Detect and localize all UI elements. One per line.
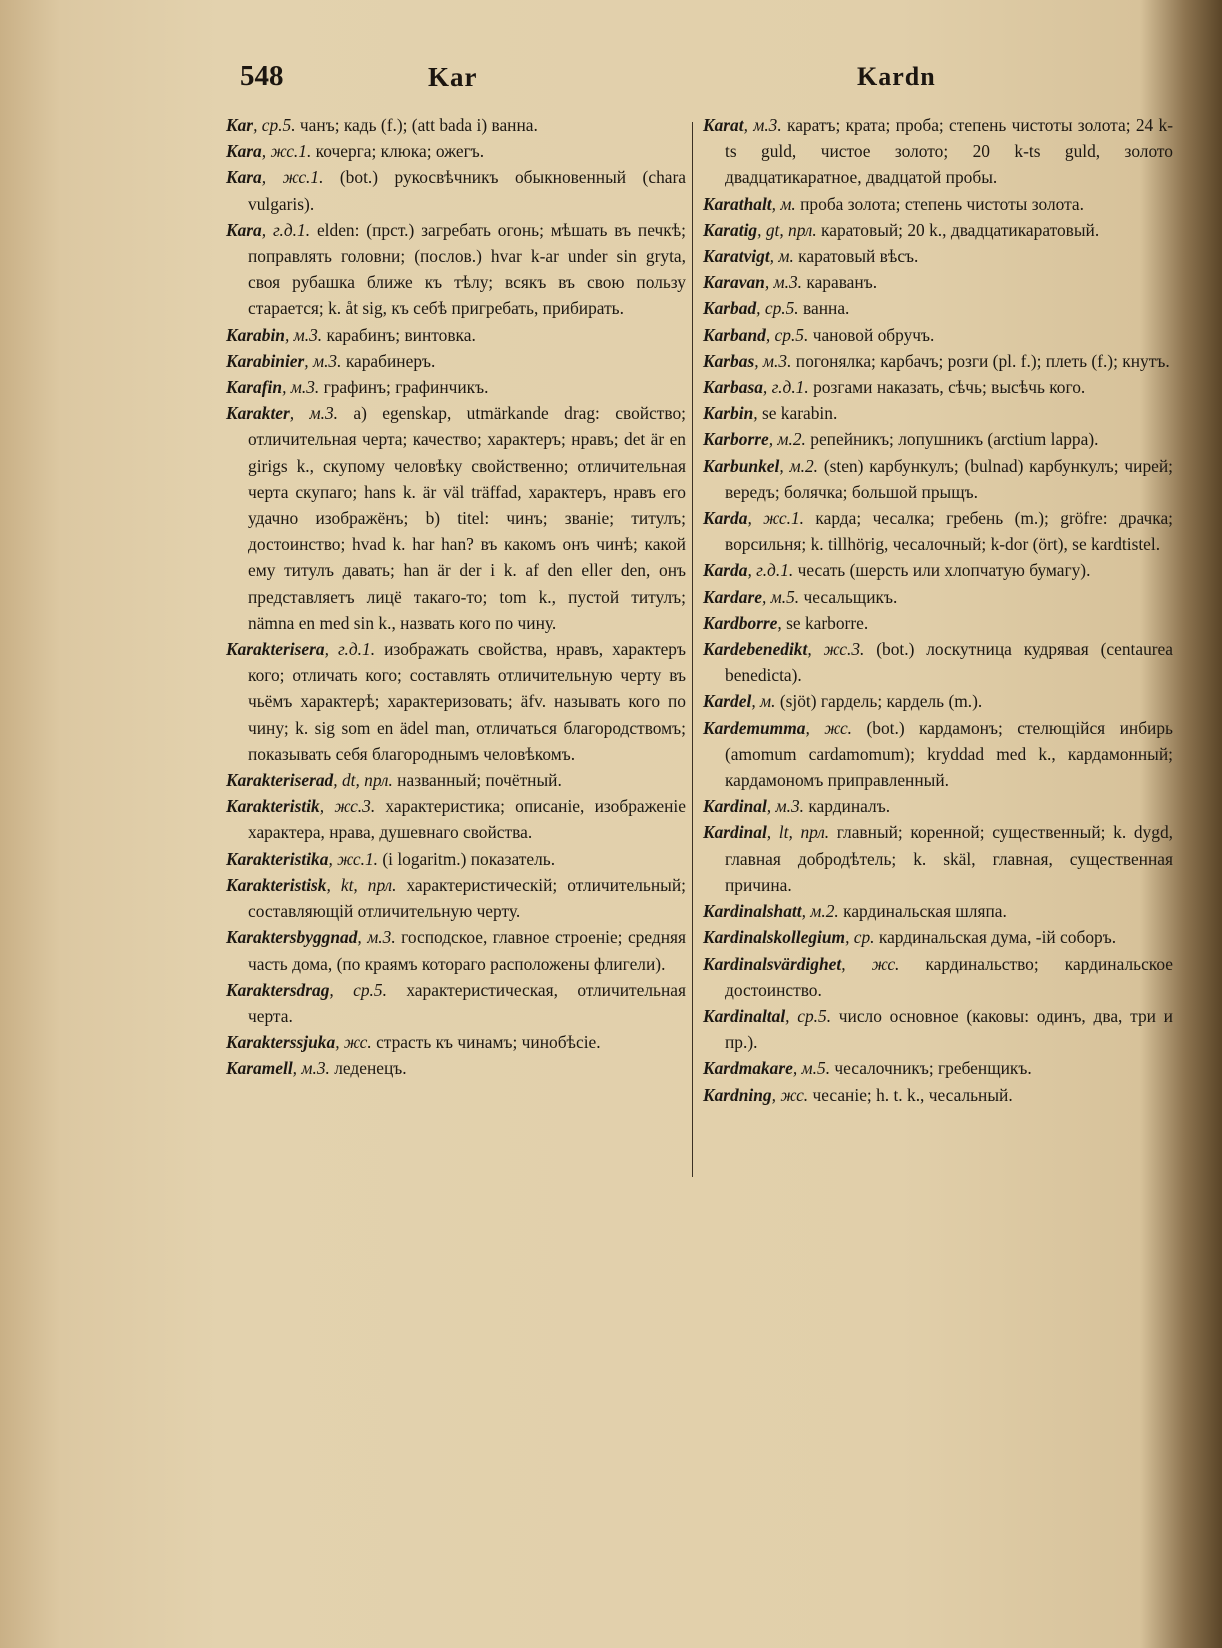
entry-grammar: , жс.3.: [319, 796, 376, 817]
entry-headword: Karaktersbyggnad: [226, 927, 358, 948]
entry-grammar: , г.д.1.: [762, 377, 809, 398]
dictionary-entry: [703, 793, 1173, 819]
entry-definition: a) egenskap, utmärkande drag: свойство; отличительная черта; качество; характеръ; нравъ; det är en girigs k., скупому человѣку свойственно; отличительная черта скупаго; hans k. är väl träffad, характеръ, нравъ его удачно изображёнъ; b) titel: чинъ; званіе; титулъ; достоинство; hvad k. har han? въ какомъ онъ чинѣ; какой ему титулъ давать; han är der i k. af den eller den, онъ представляетъ лицё такаго-то; tom k., пустой титулъ; nämna en med sin k., назвать кого по чину.: [248, 403, 687, 633]
entry-headword: Kardinal: [703, 822, 767, 843]
dictionary-entry: [703, 269, 1173, 295]
dictionary-entry: [703, 636, 1173, 688]
entry-grammar: , ср.5.: [785, 1005, 832, 1026]
entry-headword: Karbin: [703, 403, 754, 424]
dictionary-entry: [226, 400, 687, 636]
entry-headword: Karakteristisk: [226, 874, 327, 895]
entry-headword: Karat: [703, 115, 744, 135]
entry-definition: проба золота; степень чистоты золота.: [795, 193, 1084, 214]
entry-grammar: , жс.1.: [328, 848, 378, 869]
entry-grammar: , м.: [771, 193, 796, 214]
dictionary-entry: [703, 898, 1173, 924]
entry-headword: Karaktersdrag: [226, 979, 330, 1000]
entry-definition: кардинальство; кардинальское достоинство.: [725, 953, 1173, 1000]
entry-headword: Kardinalsvärdighet: [703, 953, 842, 974]
entry-definition: чесать (шерсть или хлопчатую бумагу).: [793, 560, 1091, 581]
entry-definition: карабинеръ.: [341, 350, 436, 371]
entry-headword: Karakteriserad: [226, 770, 334, 791]
entry-definition: характеристика; описаніе, изображеніе характера, нрава, душевнаго свойства.: [248, 796, 686, 843]
entry-definition: кочерга; клюка; ожегъ.: [311, 141, 485, 162]
entry-definition: чанъ; кадь (f.); (att bada i) ванна.: [295, 115, 538, 135]
entry-definition: elden: (прст.) загребать огонь; мѣшать въ печкѣ; поправлять головни; (послов.) hvar k-ar under sin gryta, своя рубашка ближе къ тѣлу; всякъ въ свою пользу старается; k. åt sig, къ себѣ пригребать, прибирать.: [248, 219, 686, 319]
entry-headword: Karakter: [226, 403, 290, 424]
dictionary-entry: [703, 191, 1173, 217]
dictionary-entry: [226, 138, 686, 164]
entry-grammar: , жс.3.: [807, 639, 865, 660]
entry-grammar: , kt, прл.: [326, 874, 397, 895]
entry-grammar: , м.2.: [801, 901, 839, 922]
entry-definition: каратовый; 20 k., двадцатикаратовый.: [816, 219, 1100, 240]
entry-headword: Kardel: [703, 691, 752, 712]
entry-definition: число основное (каковы: одинъ, два, три и пр.).: [725, 1005, 1173, 1053]
entry-grammar: , м.2.: [768, 429, 806, 450]
entry-grammar: , жс.1.: [261, 141, 312, 162]
entry-headword: Karafin: [226, 377, 283, 398]
entry-headword: Karatig: [703, 219, 758, 240]
entry-grammar: , м.3.: [754, 350, 792, 371]
entry-headword: Karakterisera: [226, 639, 325, 660]
entry-definition: (sjöt) гардель; кардель (m.).: [775, 691, 983, 712]
entry-grammar: ,: [753, 403, 758, 424]
entry-grammar: , ср.5.: [329, 979, 387, 1000]
entry-definition: se karabin.: [757, 403, 838, 424]
entry-grammar: , м.3.: [284, 324, 323, 345]
entry-headword: Karda: [703, 508, 748, 529]
dictionary-entry: [703, 610, 1173, 636]
entry-definition: кардинальская шляпа.: [838, 901, 1007, 922]
entry-grammar: , жс.: [335, 1032, 372, 1053]
dictionary-entry: [703, 426, 1173, 452]
entry-grammar: , г.д.1.: [747, 560, 794, 581]
entry-definition: кардинальская дума, -ій соборъ.: [874, 927, 1117, 948]
entry-grammar: , м.3.: [292, 1058, 330, 1079]
entry-definition: главный; коренной; существенный; k. dygd, главная добродѣтель; k. skäl, главная, существенная причина.: [725, 822, 1173, 895]
entry-grammar: , ср.: [845, 927, 875, 948]
entry-headword: Kardare: [703, 586, 762, 607]
page-number: 548: [240, 60, 284, 92]
entry-headword: Karbas: [703, 350, 755, 371]
entry-definition: леденецъ.: [329, 1058, 407, 1079]
entry-definition: каратовый вѣсъ.: [793, 246, 919, 267]
dictionary-entry: [703, 112, 1173, 191]
entry-grammar: , м.3.: [766, 796, 804, 817]
entry-definition: названный; почётный.: [392, 770, 562, 791]
entry-headword: Kara: [226, 167, 262, 188]
entry-definition: (i logaritm.) показатель.: [378, 848, 556, 869]
entry-definition: страсть къ чинамъ; чинобѣсіе.: [371, 1032, 601, 1053]
entry-headword: Kardinalskollegium: [703, 927, 846, 948]
dictionary-entry: [226, 348, 686, 374]
entry-headword: Karabin: [226, 324, 285, 345]
entry-definition: (bot.) лоскутница кудрявая (centaurea benedicta).: [725, 639, 1173, 686]
entry-definition: господское, главное строеніе; средняя часть дома, (по краямъ котораго расположены флигели).: [248, 927, 686, 974]
entry-headword: Karabinier: [226, 350, 305, 371]
entry-headword: Kara: [226, 219, 262, 240]
entry-grammar: ,: [777, 612, 782, 633]
entry-headword: Kardinal: [703, 796, 767, 817]
right-column: [703, 112, 1173, 1108]
entry-definition: чановой обручъ.: [808, 324, 935, 345]
entry-grammar: , м.3.: [743, 115, 782, 135]
entry-definition: характеристическая, отличительная черта.: [248, 979, 686, 1026]
dictionary-entry: [703, 1003, 1173, 1055]
entry-definition: репейникъ; лопушникъ (arctium lappa).: [805, 429, 1099, 450]
dictionary-entry: [703, 819, 1173, 898]
entry-grammar: , м.3.: [304, 350, 342, 371]
entry-definition: карда; чесалка; гребень (m.); gröfre: драчка; ворсильня; k. tillhörig, чесалочный; k-dor (ört), se kardtistel.: [725, 508, 1173, 555]
dictionary-entry: [703, 453, 1174, 505]
dictionary-entry: [703, 1055, 1173, 1081]
entry-definition: чесальщикъ.: [799, 586, 898, 607]
entry-definition: характеристическій; отличительный; составляющій отличительную черту.: [248, 874, 686, 922]
dictionary-entry: [703, 348, 1173, 374]
page-header: [240, 60, 1200, 100]
left-guide-word: Kar: [428, 62, 478, 92]
entry-grammar: , жс.: [841, 953, 900, 974]
dictionary-entry: [703, 505, 1173, 557]
entry-headword: Karband: [703, 324, 766, 345]
entry-headword: Karakterssjuka: [226, 1032, 336, 1053]
dictionary-entry: [226, 112, 686, 138]
entry-definition: розгами наказать, сѣчь; высѣчь кого.: [808, 377, 1086, 398]
entry-headword: Kar: [226, 115, 254, 135]
entry-grammar: , lt, прл.: [766, 822, 830, 843]
entry-definition: (bot.) рукосвѣчникъ обыкновенный (chara vulgaris).: [248, 167, 686, 214]
dictionary-entry: [703, 924, 1173, 950]
entry-headword: Kardmakare: [703, 1058, 793, 1079]
dictionary-entry: [226, 977, 686, 1029]
entry-definition: погонялка; карбачъ; розги (pl. f.); плеть (f.); кнутъ.: [791, 350, 1170, 371]
dictionary-entry: [226, 1055, 686, 1081]
entry-headword: Karbunkel: [703, 455, 780, 476]
entry-grammar: , жс.: [771, 1084, 809, 1105]
entry-headword: Kardemumma: [703, 717, 806, 738]
dictionary-entry: [226, 217, 686, 322]
dictionary-entry: [703, 374, 1173, 400]
entry-headword: Karda: [703, 560, 748, 581]
entry-grammar: , г.д.1.: [324, 639, 376, 660]
entry-headword: Karborre: [703, 429, 769, 450]
entry-grammar: , м.3.: [764, 272, 803, 293]
column-divider: [692, 122, 693, 1177]
entry-headword: Karbad: [703, 298, 757, 319]
dictionary-entry: [226, 767, 686, 793]
entry-headword: Karbasa: [703, 377, 763, 398]
dictionary-entry: [703, 715, 1173, 794]
entry-headword: Karathalt: [703, 193, 772, 214]
dictionary-entry: [226, 793, 686, 845]
entry-definition: (sten) карбункулъ; (bulnad) карбункулъ; чирей; вередъ; болячка; большой прыщъ.: [725, 455, 1174, 502]
entry-grammar: , м.2.: [779, 455, 819, 476]
entry-headword: Karavan: [703, 272, 765, 293]
dictionary-entry: [226, 1029, 686, 1055]
dictionary-entry: [703, 557, 1173, 583]
entry-grammar: , ср.5.: [253, 115, 296, 135]
dictionary-entry: [226, 636, 686, 767]
entry-definition: (bot.) кардамонъ; стелющійся инбирь (amomum cardamomum); kryddad med k., кардамонный; кардамономъ приправленный.: [725, 717, 1173, 791]
entry-definition: изображать свойства, нравъ, характеръ кого; отличать кого; составлять отличительную черту въ чьёмъ характерѣ; характеризовать; äfv. называть кого по чину; k. sig som en ädel man, отличаться благородствомъ; показывать себя благороднымъ человѣкомъ.: [248, 639, 686, 764]
entry-grammar: , dt, прл.: [333, 770, 393, 791]
entry-definition: se karborre.: [781, 612, 869, 633]
right-guide-word: Kardn: [857, 62, 936, 91]
dictionary-entry: [226, 164, 686, 216]
entry-grammar: , м.5.: [792, 1058, 831, 1079]
entry-headword: Kardinalshatt: [703, 901, 802, 922]
entry-definition: чесалочникъ; гребенщикъ.: [830, 1058, 1032, 1079]
entry-headword: Kara: [226, 141, 262, 162]
dictionary-entry: [226, 374, 686, 400]
entry-grammar: , г.д.1.: [261, 219, 311, 240]
entry-definition: карабинъ; винтовка.: [322, 324, 476, 345]
entry-headword: Karakteristik: [226, 796, 320, 817]
entry-headword: Kardborre: [703, 612, 778, 633]
entry-headword: Kardebenedikt: [703, 639, 808, 660]
entry-grammar: , gt, прл.: [757, 219, 817, 240]
entry-grammar: , м.: [769, 246, 794, 267]
entry-grammar: , м.5.: [761, 586, 800, 607]
entry-grammar: , м.: [751, 691, 776, 712]
entry-grammar: , м.3.: [357, 927, 396, 948]
entry-grammar: , м.3.: [289, 403, 338, 424]
entry-headword: Karakteristika: [226, 848, 329, 869]
dictionary-entry: [703, 217, 1173, 243]
entry-definition: каратъ; крата; проба; степень чистоты золота; 24 k-ts guld, чистое золото; 20 k-ts guld, золото двадцатикаратное, двадцатой пробы.: [725, 115, 1173, 188]
dictionary-entry: [226, 924, 686, 976]
entry-grammar: , ср.5.: [765, 324, 809, 345]
entry-grammar: , ср.5.: [756, 298, 799, 319]
dictionary-entry: [703, 400, 1173, 426]
entry-definition: чесаніе; h. t. k., чесальный.: [808, 1084, 1013, 1105]
dictionary-entry: [703, 688, 1173, 714]
entry-definition: графинъ; графинчикъ.: [319, 377, 489, 398]
dictionary-entry: [703, 584, 1173, 610]
dictionary-entry: [703, 243, 1173, 269]
entry-grammar: , жс.: [805, 717, 853, 738]
dictionary-entry: [226, 872, 686, 924]
dictionary-entry: [703, 1082, 1173, 1108]
entry-headword: Karatvigt: [703, 246, 770, 267]
entry-headword: Kardning: [703, 1084, 772, 1105]
entry-grammar: , жс.1.: [747, 508, 805, 529]
entry-definition: ванна.: [798, 298, 850, 319]
entry-grammar: , жс.1.: [261, 167, 324, 188]
dictionary-entry: [703, 322, 1173, 348]
left-column: [226, 112, 686, 1082]
entry-headword: Kardinaltal: [703, 1005, 786, 1026]
entry-definition: кардиналъ.: [803, 796, 891, 817]
entry-grammar: , м.3.: [282, 377, 320, 398]
entry-definition: караванъ.: [802, 272, 878, 293]
entry-headword: Karamell: [226, 1058, 293, 1079]
dictionary-entry: [703, 951, 1173, 1003]
dictionary-entry: [226, 846, 686, 872]
dictionary-entry: [703, 295, 1173, 321]
dictionary-entry: [226, 322, 686, 348]
